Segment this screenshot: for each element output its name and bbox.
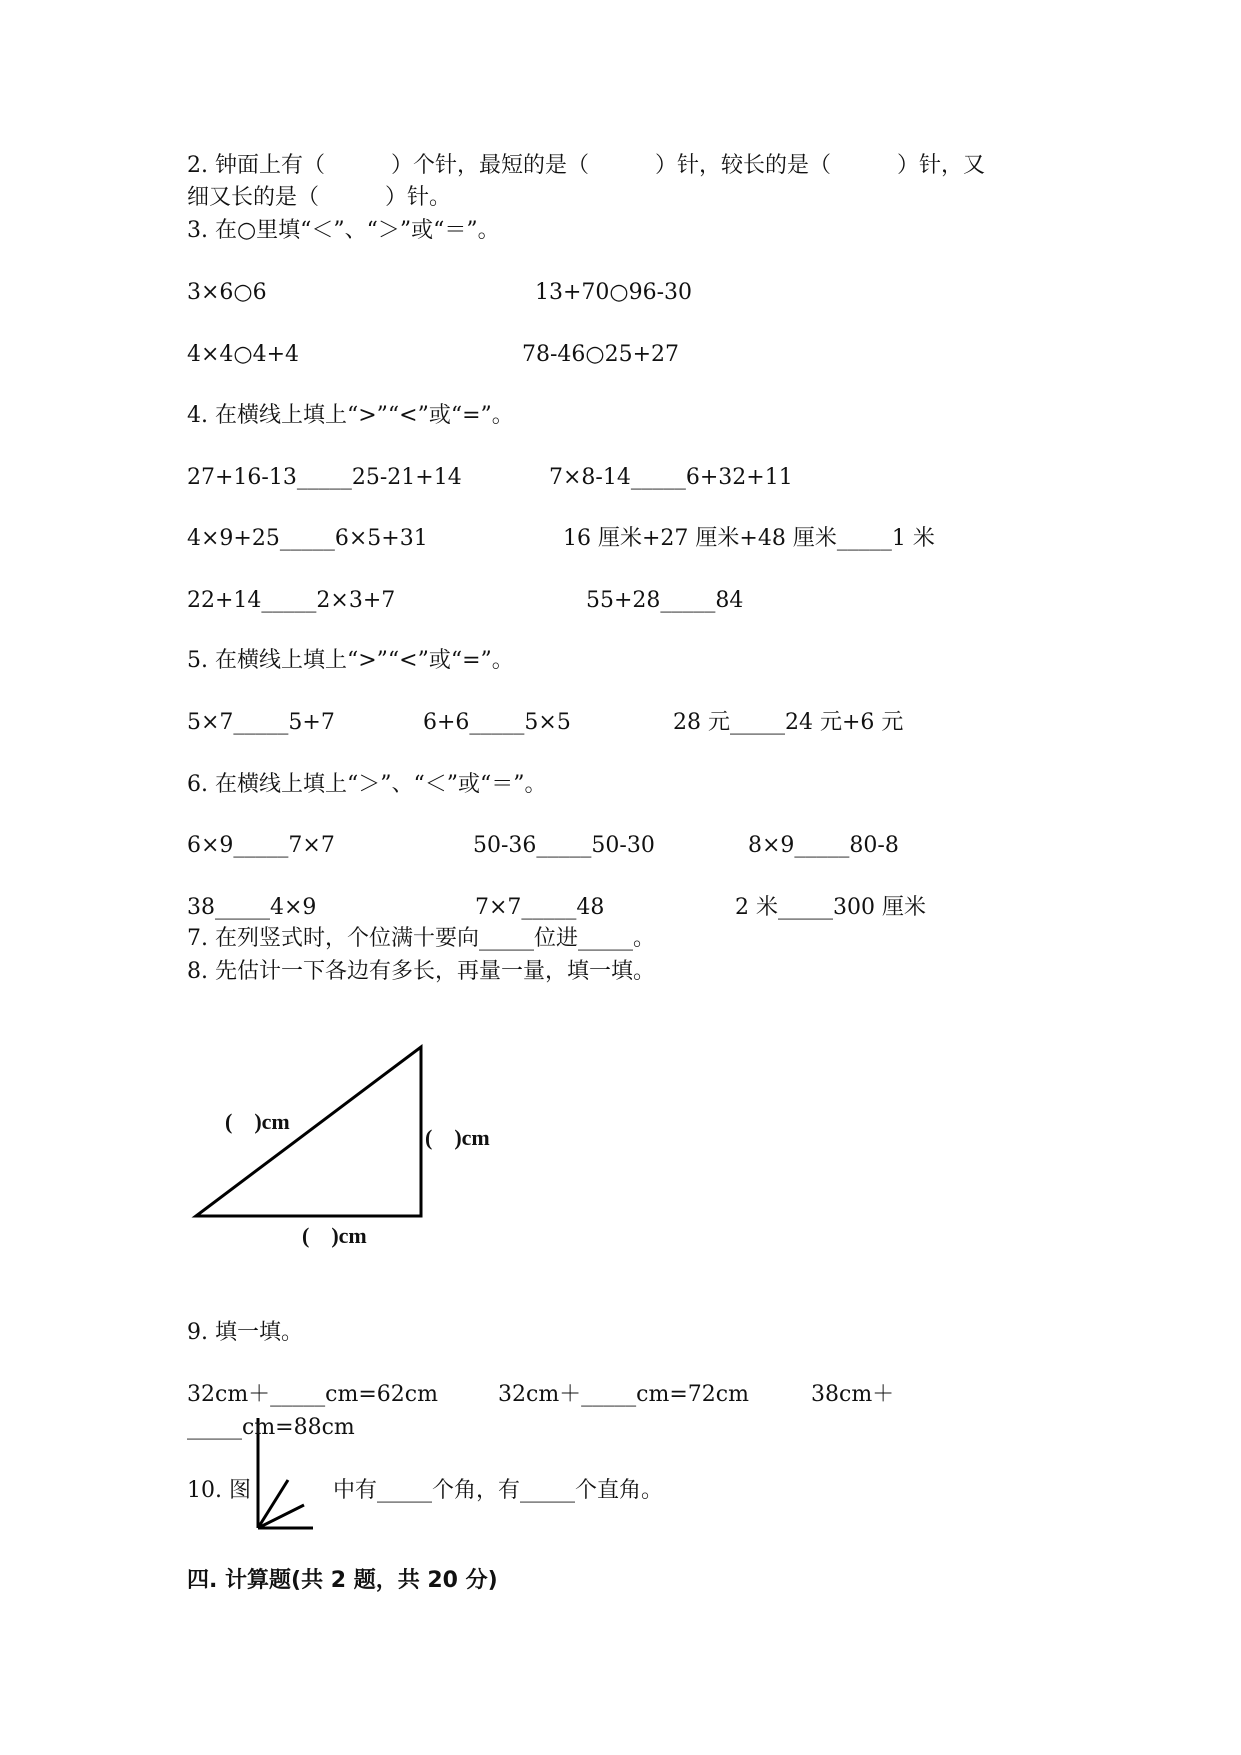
hypotenuse-label: ( )cm bbox=[225, 1109, 290, 1134]
q4-title: 4. 在横线上填上“>”“<”或“=”。 bbox=[187, 403, 514, 428]
q5-item: 6+6_____5×5 bbox=[423, 710, 571, 735]
q3-title: 3. 在○里填“＜”、“＞”或“＝”。 bbox=[187, 218, 500, 243]
q10-suffix: 中有_____个角，有_____个直角。 bbox=[333, 1478, 664, 1503]
q9-item: _____cm=88cm bbox=[187, 1415, 355, 1440]
q6-item: 7×7_____48 bbox=[475, 895, 605, 920]
q5-item: 28 元_____24 元+6 元 bbox=[673, 710, 904, 735]
q4-item: 4×9+25_____6×5+31 bbox=[187, 526, 428, 551]
q9-item: 32cm＋_____cm=72cm bbox=[498, 1382, 749, 1407]
q6-item: 38_____4×9 bbox=[187, 895, 317, 920]
q6-item: 2 米_____300 厘米 bbox=[735, 895, 926, 920]
q8-title: 8. 先估计一下各边有多长，再量一量，填一填。 bbox=[187, 959, 655, 984]
q7-text: 7. 在列竖式时，个位满十要向_____位进_____。 bbox=[187, 926, 655, 951]
q4-item: 16 厘米+27 厘米+48 厘米_____1 米 bbox=[563, 526, 935, 551]
q4-item: 27+16-13_____25-21+14 bbox=[187, 465, 462, 490]
vertical-side-label: ( )cm bbox=[425, 1125, 490, 1150]
q6-title: 6. 在横线上填上“＞”、“＜”或“＝”。 bbox=[187, 772, 547, 797]
q5-item: 5×7_____5+7 bbox=[187, 710, 335, 735]
q6-item: 8×9_____80-8 bbox=[748, 833, 899, 858]
q10-prefix: 10. 图 bbox=[187, 1478, 251, 1503]
q2-line2: 细又长的是（ ）针。 bbox=[187, 185, 452, 210]
q2-line1: 2. 钟面上有（ ）个针，最短的是（ ）针，较长的是（ ）针，又 bbox=[187, 153, 985, 178]
q5-title: 5. 在横线上填上“>”“<”或“=”。 bbox=[187, 648, 514, 673]
q3-item: 78-46○25+27 bbox=[522, 342, 680, 367]
q9-item: 38cm＋ bbox=[811, 1382, 895, 1407]
section4-title: 四. 计算题(共 2 题，共 20 分) bbox=[187, 1568, 498, 1593]
q4-item: 22+14_____2×3+7 bbox=[187, 588, 396, 613]
q6-item: 6×9_____7×7 bbox=[187, 833, 335, 858]
q3-item: 13+70○96-30 bbox=[535, 280, 693, 305]
q9-item: 32cm＋_____cm=62cm bbox=[187, 1382, 438, 1407]
q9-title: 9. 填一填。 bbox=[187, 1320, 303, 1345]
q4-item: 55+28_____84 bbox=[586, 588, 744, 613]
q6-item: 50-36_____50-30 bbox=[473, 833, 655, 858]
q3-item: 4×4○4+4 bbox=[187, 342, 300, 367]
base-side-label: ( )cm bbox=[302, 1223, 367, 1248]
q3-item: 3×6○6 bbox=[187, 280, 267, 305]
q4-item: 7×8-14_____6+32+11 bbox=[549, 465, 793, 490]
